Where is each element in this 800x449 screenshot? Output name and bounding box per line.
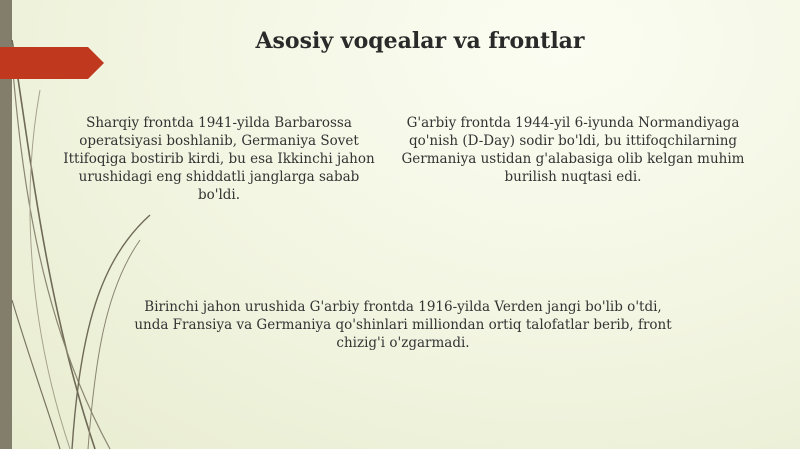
verdun-paragraph: Birinchi jahon urushida G'arbiy frontda 1916-yilda Verden jangi bo'lib o'tdi, unda Fransiya va Germaniya qo'shinlari milliondan ortiq talofatlar berib, front chizig'i o'zgarmadi. bbox=[134, 299, 672, 351]
western-front-paragraph: G'arbiy frontda 1944-yil 6-iyunda Normandiyaga qo'nish (D-Day) sodir bo'ldi, bu ittifoqchilarning Germaniya ustidan g'alabasiga olib kelgan muhim burilish nuqtasi edi. bbox=[401, 115, 745, 185]
accent-arrow-tab bbox=[0, 47, 104, 79]
slide-title: Asosiy voqealar va frontlar bbox=[255, 28, 585, 54]
eastern-front-paragraph: Sharqiy frontda 1941-yilda Barbarossa operatsiyasi boshlanib, Germaniya Sovet Ittifoqiga bostirib kirdi, bu esa Ikkinchi jahon urushidagi eng shiddatli janglarga sabab bo'ldi. bbox=[63, 115, 375, 203]
